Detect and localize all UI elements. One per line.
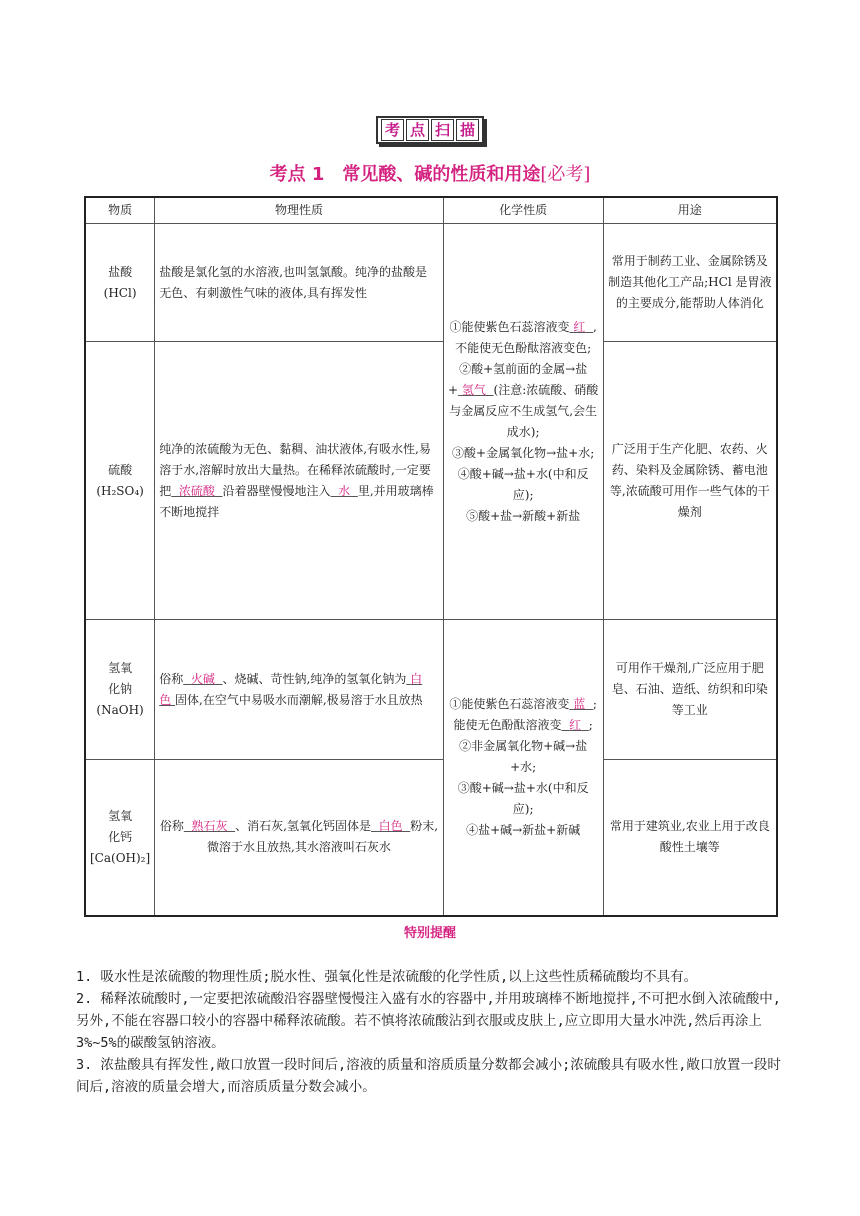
base-chem-line4: ④盐+碱→新盐+新碱 bbox=[466, 822, 581, 837]
h2so4-phys-b: 沿着器壁慢慢地注入 bbox=[222, 483, 331, 498]
blank-red: 红 bbox=[573, 319, 586, 334]
base-chem-line1-mid: ;能使无色酚酞溶液变 bbox=[453, 696, 597, 732]
blank-blue: 蓝 bbox=[573, 696, 586, 711]
naoh-physical bbox=[155, 620, 444, 760]
acid-chem-line3: ③酸+金属氧化物→盐+水; bbox=[452, 445, 595, 460]
header-chemical: 化学性质 bbox=[443, 197, 603, 224]
naoh-phys-c: 固体,在空气中易吸水而潮解,极易溶于水且放热 bbox=[175, 692, 423, 707]
badge-char: 考 bbox=[381, 119, 404, 141]
blank-conc-sulfuric: 浓硫酸 bbox=[178, 483, 215, 498]
table-header-row bbox=[85, 197, 777, 224]
acid-chem-line2: ②酸+氢前面的金属→盐+ bbox=[448, 361, 588, 397]
table-row-caoh2 bbox=[85, 760, 777, 916]
header-use: 用途 bbox=[603, 197, 777, 224]
title-main: 考点 1 常见酸、碱的性质和用途 bbox=[269, 164, 541, 185]
h2so4-physical bbox=[155, 342, 444, 620]
h2so4-phys-a: 纯净的浓硫酸为无色、黏稠、油状液体,有吸水性,易溶于水,溶解时放出大量热。在稀释浓硫酸时,一定要把 bbox=[159, 441, 431, 498]
section-badge bbox=[0, 116, 860, 144]
caoh2-name-2: 化钙 bbox=[108, 829, 133, 844]
table-row-hcl bbox=[85, 224, 777, 342]
naoh-name-1: 氢氧 bbox=[108, 661, 133, 675]
acid-base-table bbox=[84, 196, 778, 917]
badge-char: 点 bbox=[406, 119, 429, 141]
table-row-h2so4 bbox=[85, 342, 777, 620]
h2so4-name bbox=[85, 342, 155, 620]
acid-chem-line2-end: (注意:浓硫酸、硝酸与金属反应不生成氢气,会生成水); bbox=[449, 382, 599, 439]
h2so4-phys-c: 里,并用玻璃棒不断地搅拌 bbox=[159, 483, 434, 519]
blank-white-caoh2: 白色 bbox=[378, 819, 403, 834]
notes-list bbox=[76, 966, 786, 1098]
notes-title: 特别提醒 bbox=[403, 926, 456, 941]
badge-char: 扫 bbox=[431, 119, 454, 141]
base-chem-line3: ③酸+碱→盐+水(中和反应); bbox=[457, 780, 589, 816]
h2so4-formula: (H₂SO₄) bbox=[96, 483, 144, 498]
note-item: 1. 吸水性是浓硫酸的物理性质;脱水性、强氧化性是浓硫酸的化学性质,以上这些性质稀硫酸均不具有。 bbox=[76, 969, 698, 985]
caoh2-use: 常用于建筑业,农业上用于改良酸性土壤等 bbox=[603, 760, 777, 916]
hcl-name-text: 盐酸 bbox=[108, 264, 133, 279]
blank-caustic: 火碱 bbox=[190, 671, 215, 686]
header-physical: 物理性质 bbox=[155, 197, 444, 224]
acid-chemical bbox=[443, 224, 603, 620]
naoh-formula: (NaOH) bbox=[96, 703, 144, 717]
base-chemical bbox=[443, 620, 603, 916]
acid-chem-line1-end: ,不能使无色酚酞溶液变色; bbox=[455, 319, 597, 355]
caoh2-physical bbox=[155, 760, 444, 916]
caoh2-phys-a: 俗称 bbox=[159, 819, 184, 834]
naoh-use: 可用作干燥剂,广泛应用于肥皂、石油、造纸、纺织和印染等工业 bbox=[603, 620, 777, 760]
header-substance: 物质 bbox=[85, 197, 155, 224]
title-tag: [必考] bbox=[540, 164, 591, 185]
h2so4-name-text: 硫酸 bbox=[108, 462, 133, 477]
blank-red-base: 红 bbox=[569, 717, 582, 732]
naoh-name bbox=[85, 620, 155, 760]
note-item: 2. 稀释浓硫酸时,一定要把浓硫酸沿容器壁慢慢注入盛有水的容器中,并用玻璃棒不断地搅拌,不可把水倒入浓硫酸中,另外,不能在容器口较小的容器中稀释浓硫酸。若不慎将浓硫酸沾到衣服或皮肤上,应立即用大量水冲洗,然后再涂上 3%~5%的碳酸氢钠溶液。 bbox=[76, 991, 781, 1051]
blank-water: 水 bbox=[338, 483, 351, 498]
acid-chem-line4: ④酸+碱→盐+水(中和反应); bbox=[457, 466, 589, 502]
naoh-phys-a: 俗称 bbox=[159, 671, 184, 686]
base-chem-line1-end: ; bbox=[588, 717, 593, 732]
base-chem-line1: ①能使紫色石蕊溶液变 bbox=[449, 696, 570, 711]
caoh2-phys-b: 、消石灰,氢氧化钙固体是 bbox=[235, 819, 371, 834]
base-chem-line2: ②非金属氧化物+碱→盐+水; bbox=[459, 738, 588, 774]
blank-slaked-lime: 熟石灰 bbox=[191, 819, 228, 834]
blank-hydrogen: 氢气 bbox=[461, 382, 486, 397]
caoh2-phys-c: 粉末,微溶于水且放热,其水溶液叫石灰水 bbox=[207, 819, 439, 855]
table-row-naoh bbox=[85, 620, 777, 760]
badge-char: 描 bbox=[456, 119, 479, 141]
hcl-formula: (HCl) bbox=[103, 285, 137, 300]
acid-chem-line5: ⑤酸+盐→新酸+新盐 bbox=[466, 508, 581, 523]
caoh2-name bbox=[85, 760, 155, 916]
naoh-name-2: 化钠 bbox=[108, 682, 133, 696]
caoh2-name-1: 氢氧 bbox=[108, 808, 133, 823]
hcl-physical: 盐酸是氯化氢的水溶液,也叫氢氯酸。纯净的盐酸是无色、有刺激性气味的液体,具有挥发性 bbox=[155, 224, 444, 342]
acid-chem-line1: ①能使紫色石蕊溶液变 bbox=[449, 319, 570, 334]
blank-white-naoh: 白色 bbox=[159, 671, 423, 707]
hcl-use: 常用于制药工业、金属除锈及制造其他化工产品;HCl 是胃液的主要成分,能帮助人体消化 bbox=[603, 224, 777, 342]
naoh-phys-b: 、烧碱、苛性钠,纯净的氢氧化钠为 bbox=[222, 671, 407, 686]
hcl-name bbox=[85, 224, 155, 342]
note-item: 3. 浓盐酸具有挥发性,敞口放置一段时间后,溶液的质量和溶质质量分数都会减小;浓硫酸具有吸水性,敞口放置一段时间后,溶液的质量会增大,而溶质质量分数会减小。 bbox=[76, 1057, 781, 1095]
h2so4-use: 广泛用于生产化肥、农药、火药、染料及金属除锈、蓄电池等,浓硫酸可用作一些气体的干燥剂 bbox=[603, 342, 777, 620]
page-title bbox=[0, 160, 860, 186]
caoh2-formula: [Ca(OH)₂] bbox=[90, 850, 151, 865]
